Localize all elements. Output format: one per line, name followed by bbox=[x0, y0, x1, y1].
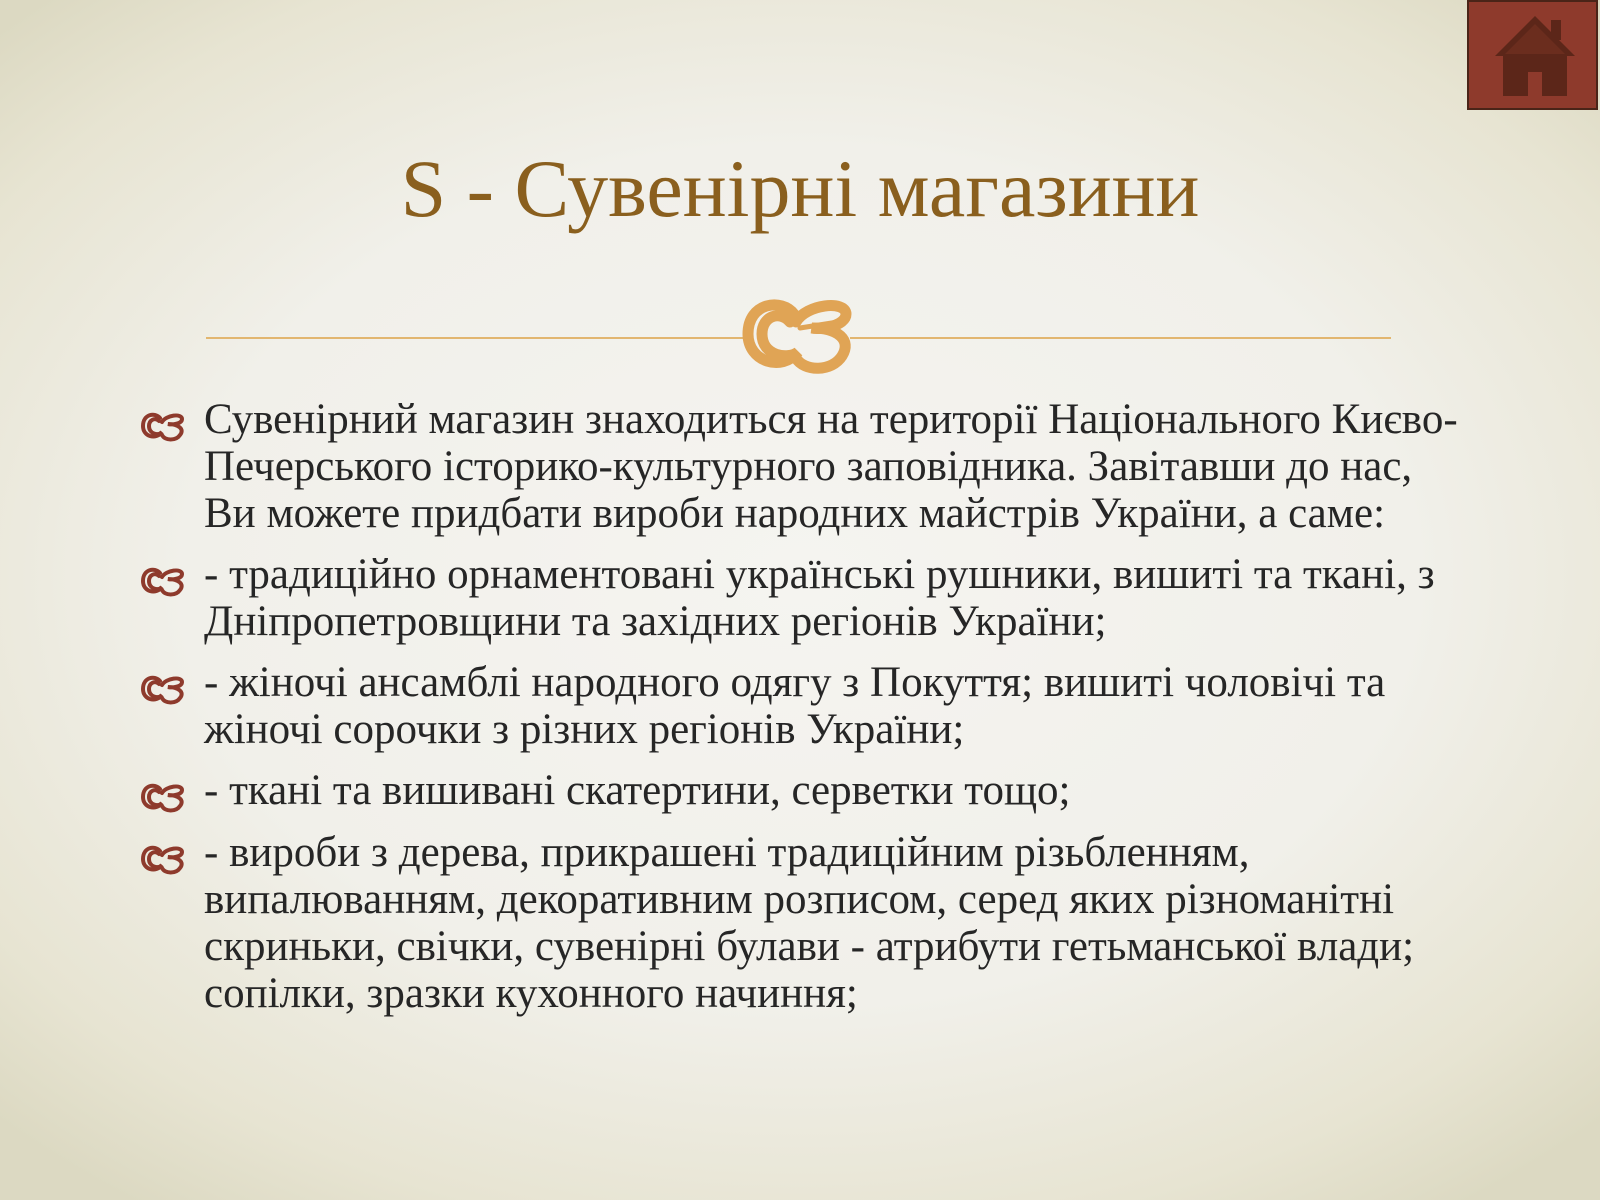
flourish-bullet-icon bbox=[140, 659, 204, 707]
bullet-text: - жіночі ансамблі народного одягу з Покуття; вишиті чоловічі та жіночі сорочки з різних регіонів України; bbox=[204, 659, 1386, 753]
bullet-text: - ткані та вишивані скатертини, серветки тощо; bbox=[204, 767, 1071, 814]
divider-line-left bbox=[206, 337, 746, 339]
flourish-ornament-icon bbox=[742, 292, 860, 378]
list-item bbox=[140, 659, 1470, 753]
bullet-text: - вироби з дерева, прикрашені традиційним різьбленням, випалюванням, декоративним розписом, серед яких різноманітні скриньки, свічки, сувенірні булави - атрибути гетьманської влади; сопілки, зразки кухонного начиння; bbox=[204, 829, 1415, 1017]
list-item bbox=[140, 767, 1470, 815]
flourish-bullet-icon bbox=[140, 551, 204, 599]
bullet-list bbox=[140, 396, 1470, 1031]
home-icon bbox=[1491, 12, 1579, 100]
list-item bbox=[140, 396, 1470, 537]
slide-title: S - Сувенірні магазини bbox=[400, 143, 1200, 234]
list-item bbox=[140, 829, 1470, 1017]
bullet-text: Сувенірний магазин знаходиться на території Національного Києво-Печерського історико-культурного заповідника. Завітавши до нас, Ви можете придбати вироби народних майстрів України, а саме: bbox=[204, 396, 1458, 537]
flourish-bullet-icon bbox=[140, 829, 204, 877]
home-button[interactable] bbox=[1467, 0, 1598, 110]
bullet-text: - традиційно орнаментовані українські рушники, вишиті та ткані, з Дніпропетровщини та західних регіонів України; bbox=[204, 551, 1435, 645]
flourish-bullet-icon bbox=[140, 396, 204, 444]
flourish-bullet-icon bbox=[140, 767, 204, 815]
list-item bbox=[140, 551, 1470, 645]
divider-line-right bbox=[850, 337, 1391, 339]
